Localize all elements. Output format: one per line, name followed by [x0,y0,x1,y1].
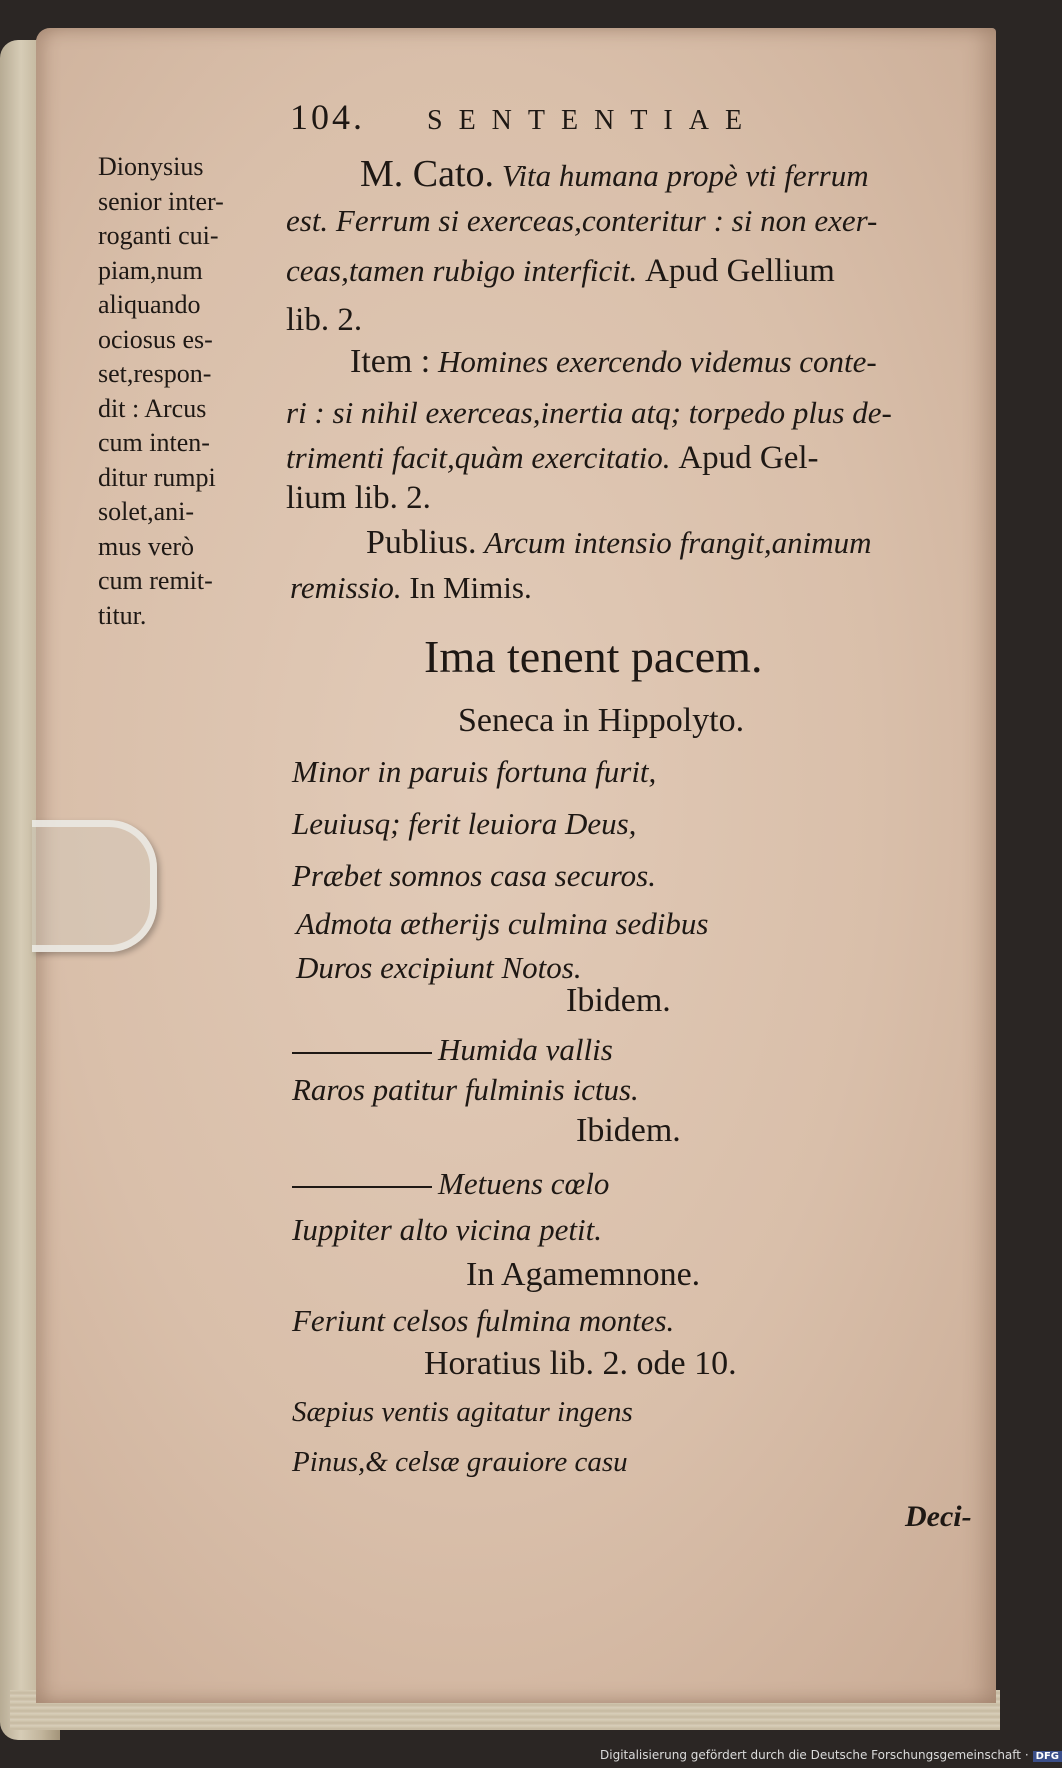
margin-note [98,150,298,633]
quote-text: trimenti facit,quàm exercitatio. [286,440,671,475]
source-reference: In Mimis. [409,570,532,605]
verse-line: Duros excipiunt Notos. [296,950,582,985]
source-heading: In Agamemnone. [466,1256,701,1293]
quote-text: remissio. [290,570,402,605]
quote-text: Vita humana propè vti ferrum [501,158,869,193]
page-header [290,96,758,138]
dfg-logo: DFG [1033,1751,1062,1762]
source-heading: Ibidem. [576,1112,681,1149]
author-name: Publius. [366,524,477,561]
dash-rule [292,1186,432,1188]
source-reference: Apud Gellium [645,253,835,289]
verse-line: Præbet somnos casa securos. [292,858,656,893]
author-name: M. Cato. [360,153,495,195]
margin-note-line: cum remit- [98,566,213,595]
verse-line: Iuppiter alto vicina petit. [292,1212,602,1247]
verse-text: Humida vallis [438,1032,613,1067]
verse-line: Leuiusq; ferit leuiora Deus, [292,806,637,841]
verse-line: Pinus,& celsæ grauiore casu [292,1446,628,1478]
text-line [286,253,835,290]
source-reference: lib. 2. [286,302,363,338]
page-number: 104. [290,97,365,137]
margin-note-line: roganti cui- [98,221,219,250]
margin-note-line: Dionysius [98,152,204,181]
text-line [290,570,532,606]
quote-text: ceas,tamen rubigo interficit. [286,253,638,288]
quote-text: Arcum intensio frangit,animum [484,525,872,560]
verse-line: Minor in paruis fortuna furit, [292,754,657,789]
source-heading: Seneca in Hippolyto. [458,702,745,739]
verse-line: Sæpius ventis agitatur ingens [292,1396,633,1428]
margin-note-line: cum inten- [98,428,210,457]
margin-note-line: ditur rumpi [98,462,216,492]
catchword: Deci- [905,1500,972,1533]
margin-note-line: piam,num [98,255,203,285]
margin-note-line: mus verò [98,531,195,561]
running-title: SENTENTIAE [427,105,759,136]
verse-line [292,1166,609,1202]
quote-text: ri : si nihil exerceas,inertia atq; torpedo plus de- [286,395,892,430]
margin-note-line: aliquando [98,290,201,319]
text-line [286,440,819,477]
source-reference: Apud Gel- [678,440,819,476]
verse-line: Raros patitur fulminis ictus. [292,1072,639,1107]
quote-text: est. Ferrum si exerceas,conteritur : si non exer- [286,203,878,238]
page-clip [32,820,157,952]
verse-line: Admota ætherijs culmina sedibus [296,906,709,941]
author-name: Item : [350,343,431,380]
verse-line: Feriunt celsos fulmina montes. [292,1303,675,1338]
margin-note-line: senior inter- [98,186,224,216]
digitization-credit [600,1748,1062,1762]
margin-note-line: dit : Arcus [98,393,207,423]
text-line [350,343,877,381]
quote-text: Homines exercendo videmus conte- [438,344,877,379]
source-heading: Horatius lib. 2. ode 10. [424,1345,737,1382]
verse-line [292,1032,613,1068]
text-line [360,152,869,196]
margin-note-line: set,respon- [98,359,212,388]
verse-text: Metuens cœlo [438,1166,610,1201]
dash-rule [292,1052,432,1054]
section-heading: Ima tenent pacem. [424,631,763,682]
margin-note-line: solet,ani- [98,497,195,526]
credit-text: Digitalisierung gefördert durch die Deutsche Forschungsgemeinschaft · [600,1748,1029,1762]
source-reference: lium lib. 2. [286,480,431,516]
source-heading: Ibidem. [566,982,671,1019]
margin-note-line: titur. [98,600,147,630]
margin-note-line: ociosus es- [98,324,213,354]
text-line [366,524,872,562]
